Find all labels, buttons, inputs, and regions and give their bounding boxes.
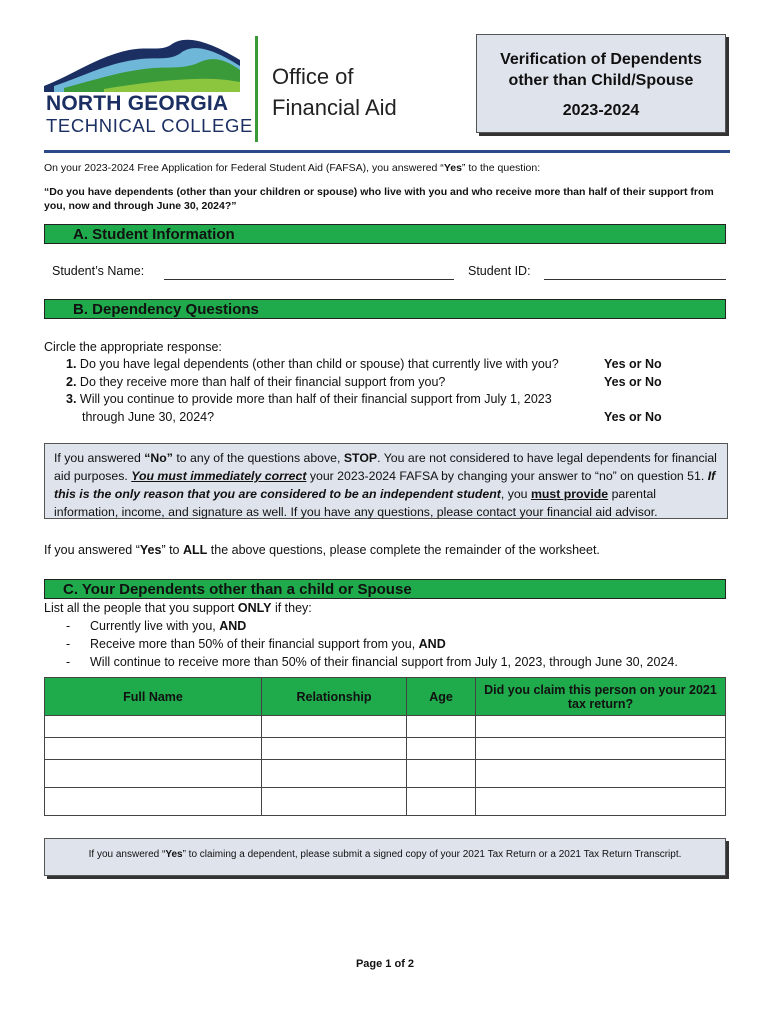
notice-stop: STOP bbox=[343, 451, 378, 465]
student-name-field[interactable] bbox=[164, 279, 454, 280]
cell-claimed[interactable] bbox=[476, 738, 726, 760]
office-name-line1: Office of bbox=[272, 64, 354, 89]
notice-text-5: , you bbox=[500, 487, 531, 501]
footnote-prefix: If you answered “ bbox=[88, 849, 166, 860]
list-prefix: List all the people that you support bbox=[44, 601, 238, 615]
section-b-title: B. Dependency Questions bbox=[73, 301, 259, 318]
question-1-text: Do you have legal dependents (other than child or spouse) that currently live with you? bbox=[79, 357, 559, 371]
notice-text-3: . You are not considered to have legal dependents for financial aid purposes. bbox=[54, 451, 717, 483]
college-name-line1: NORTH GEORGIA bbox=[46, 92, 229, 115]
intro-answer: Yes bbox=[443, 162, 462, 174]
notice-no: “No” bbox=[144, 451, 173, 465]
footnote-yes: Yes bbox=[165, 849, 183, 860]
form-year: 2023-2024 bbox=[562, 102, 640, 119]
criteria-1 bbox=[90, 618, 246, 636]
student-id-label: Student ID: bbox=[468, 264, 531, 278]
header-divider bbox=[255, 36, 258, 142]
college-name-line2: TECHNICAL COLLEGE bbox=[46, 115, 253, 136]
criteria-2-text: Receive more than 50% of their financial support from you, bbox=[90, 637, 419, 651]
notice-text-1: If you answered bbox=[54, 451, 145, 465]
table-header-row bbox=[45, 678, 726, 716]
criteria-3: Will continue to receive more than 50% of their financial support from July 1, 2023, through June 30, 2024. bbox=[90, 655, 678, 669]
list-only: ONLY bbox=[237, 601, 272, 615]
col-relationship: Relationship bbox=[262, 678, 407, 716]
criteria-1-text: Currently live with you, bbox=[90, 619, 220, 633]
followup-yes: Yes bbox=[139, 543, 162, 557]
notice-text-6: parental information, income, and signature as well. If you have any questions, please contact your financial aid advisor. bbox=[54, 487, 658, 519]
question-1 bbox=[66, 356, 576, 374]
section-a-header bbox=[44, 224, 726, 244]
question-2-answer[interactable]: Yes or No bbox=[604, 375, 662, 389]
criteria-dash-1: - bbox=[66, 619, 71, 633]
notice-must-provide: must provide bbox=[530, 487, 609, 501]
question-2-text: Do they receive more than half of their financial support from you? bbox=[79, 375, 446, 389]
followup-instruction bbox=[44, 542, 734, 560]
followup-suffix: the above questions, please complete the remainder of the worksheet. bbox=[207, 543, 600, 557]
intro-text bbox=[44, 162, 734, 174]
question-2 bbox=[66, 374, 576, 392]
mountain-logo-icon bbox=[44, 34, 244, 92]
form-title-line1: Verification of Dependents bbox=[500, 51, 702, 68]
cell-relationship[interactable] bbox=[262, 738, 407, 760]
cell-relationship[interactable] bbox=[262, 716, 407, 738]
list-suffix: if they: bbox=[271, 601, 312, 615]
cell-age[interactable] bbox=[407, 788, 476, 816]
list-instruction bbox=[44, 600, 312, 618]
table-row bbox=[45, 716, 726, 738]
dependents-table bbox=[44, 677, 726, 816]
section-c-title: C. Your Dependents other than a child or Spouse bbox=[63, 581, 412, 598]
section-c-header bbox=[44, 579, 726, 599]
cell-relationship[interactable] bbox=[262, 760, 407, 788]
student-id-field[interactable] bbox=[544, 279, 726, 280]
intro-prefix: On your 2023-2024 Free Application for Federal Student Aid (FAFSA), you answered “ bbox=[44, 162, 444, 174]
section-b-header bbox=[44, 299, 726, 319]
notice-text-2: to any of the questions above, bbox=[172, 451, 344, 465]
criteria-2-and: AND bbox=[418, 637, 446, 651]
cell-claimed[interactable] bbox=[476, 716, 726, 738]
question-3 bbox=[66, 391, 576, 409]
criteria-1-and: AND bbox=[219, 619, 247, 633]
intro-suffix: ” to the question: bbox=[461, 162, 541, 174]
header-rule bbox=[44, 150, 730, 153]
cell-full-name[interactable] bbox=[45, 738, 262, 760]
question-2-number: 2. bbox=[66, 375, 77, 389]
table-row bbox=[45, 788, 726, 816]
question-3-text-cont: through June 30, 2024? bbox=[82, 410, 215, 424]
question-1-number: 1. bbox=[66, 357, 77, 371]
page-number: Page 1 of 2 bbox=[355, 958, 415, 970]
followup-prefix: If you answered “ bbox=[44, 543, 140, 557]
criteria-dash-3: - bbox=[66, 655, 71, 669]
cell-full-name[interactable] bbox=[45, 760, 262, 788]
col-claimed-2021: Did you claim this person on your 2021 tax return? bbox=[476, 678, 726, 716]
footnote-suffix: ” to claiming a dependent, please submit a signed copy of your 2021 Tax Return or a 2021 Tax Return Transcript. bbox=[182, 849, 682, 860]
table-row bbox=[45, 738, 726, 760]
cell-age[interactable] bbox=[407, 716, 476, 738]
cell-age[interactable] bbox=[407, 760, 476, 788]
table-row bbox=[45, 760, 726, 788]
cell-claimed[interactable] bbox=[476, 788, 726, 816]
question-3-number: 3. bbox=[66, 392, 77, 406]
stop-notice bbox=[44, 443, 728, 519]
criteria-dash-2: - bbox=[66, 637, 71, 651]
cell-full-name[interactable] bbox=[45, 788, 262, 816]
col-age: Age bbox=[407, 678, 476, 716]
notice-text-4: your 2023-2024 FAFSA by changing your answer to “no” on question 51. bbox=[306, 469, 708, 483]
cell-claimed[interactable] bbox=[476, 760, 726, 788]
office-name-line2: Financial Aid bbox=[272, 95, 397, 120]
followup-all: ALL bbox=[183, 543, 208, 557]
question-3-text: Will you continue to provide more than half of their financial support from July 1, 2023 bbox=[79, 392, 552, 406]
cell-relationship[interactable] bbox=[262, 788, 407, 816]
cell-full-name[interactable] bbox=[45, 716, 262, 738]
question-1-answer[interactable]: Yes or No bbox=[604, 357, 662, 371]
fafsa-question: “Do you have dependents (other than your children or spouse) who live with you and who receive more than half of their support from you, now and through June 30, 2024?” bbox=[44, 186, 714, 212]
cell-age[interactable] bbox=[407, 738, 476, 760]
student-name-label: Student’s Name: bbox=[52, 264, 145, 278]
tax-return-footnote bbox=[44, 838, 726, 876]
col-full-name: Full Name bbox=[45, 678, 262, 716]
followup-mid: ” to bbox=[161, 543, 183, 557]
form-title-box bbox=[476, 34, 726, 133]
circle-instruction: Circle the appropriate response: bbox=[44, 340, 222, 354]
notice-must-correct: You must immediately correct bbox=[131, 469, 307, 483]
notice-only-reason: If this is the only reason that you are considered to be an independent student bbox=[54, 469, 716, 501]
question-3-answer[interactable]: Yes or No bbox=[604, 410, 662, 424]
form-title-line2: other than Child/Spouse bbox=[508, 72, 694, 89]
criteria-2 bbox=[90, 636, 446, 654]
section-a-title: A. Student Information bbox=[73, 226, 235, 243]
